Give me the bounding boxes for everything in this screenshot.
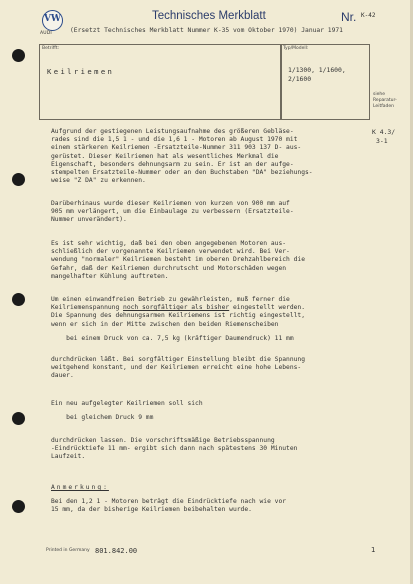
section-ref-line: 3-1 <box>376 136 388 145</box>
section-ref-line: K 4.3/ <box>372 128 396 136</box>
text-line: wenn er sich in der Mitte zwischen den beiden Riemenscheiben <box>51 320 279 328</box>
punch-hole <box>12 293 25 306</box>
document-subtitle: (Ersetzt Technisches Merkblatt Nummer K-35 vom Oktober 1970) Januar 1971 <box>70 27 343 34</box>
paragraph-2 <box>51 200 369 225</box>
text-line: gerüstet. Dieser Keilriemen hat als wesentliches Merkmal die <box>51 152 279 160</box>
paragraph-1 <box>51 128 369 185</box>
side-note-line: Leitfaden <box>373 104 395 109</box>
paragraph-3 <box>51 240 369 281</box>
punch-hole <box>12 500 25 513</box>
paragraph-7 <box>51 437 369 462</box>
number-value: K-42 <box>361 12 376 19</box>
model-line: 1/1300, 1/1600, <box>288 66 346 74</box>
text-line: Um einen einwandfreien Betrieb zu gewährleisten, muß ferner die <box>51 296 290 303</box>
text-line: Bei den 1,2 1 - Motoren beträgt die Eindrücktiefe nach wie vor <box>51 498 287 506</box>
text-line: 905 mm verlängert, um die Einbaulage zu verbessern (Ersatzteile- <box>51 208 294 216</box>
text-line <box>51 304 369 312</box>
emphasis-text: noch sorgfältiger als bisher <box>123 304 230 312</box>
text-line: Ein neu aufgelegter Keilriemen soll sich <box>51 400 203 407</box>
punch-hole <box>12 412 25 425</box>
note-heading: Anmerkung: <box>51 484 109 491</box>
text-line: Aufgrund der gestiegenen Leistungsaufnahme des größeren Gebläse- <box>51 128 294 135</box>
text-span: eingestellt werden. <box>229 304 306 312</box>
text-line: durchdrücken lassen. Die vorschriftsmäßige Betriebsspannung <box>51 437 275 444</box>
text-line: durchdrücken läßt. Bei sorgfältiger Einstellung bleibt die Spannung <box>51 356 306 363</box>
page-number: 1 <box>371 546 376 554</box>
text-line: bei einem Druck von ca. 7,5 kg (kräftiger Daumendruck) 11 mm <box>51 334 294 342</box>
punch-hole <box>12 173 25 186</box>
section-reference <box>372 128 395 145</box>
text-line: schließlich der vorgenannte Keilriemen verwendet wird. Bei Ver- <box>51 248 290 256</box>
text-line: 15 mm, da der bisherige Keilriemen beibehalten wurde. <box>51 506 252 514</box>
side-note-line: siehe <box>373 92 385 97</box>
text-line: -Eindrücktiefe 11 mm- ergibt sich dann nach spätestens 30 Minuten <box>51 445 298 453</box>
typ-label: Typ/Modell: <box>283 46 309 51</box>
paragraph-6 <box>51 400 369 422</box>
text-line: weise "Z DA" zu erkennen. <box>51 177 146 185</box>
text-line: bei gleichem Druck 9 mm <box>51 414 154 422</box>
text-line: dauer. <box>51 372 74 380</box>
footer-print-note: Printed in Germany <box>46 548 90 553</box>
betrifft-box <box>39 44 282 120</box>
model-line: 2/1600 <box>288 75 312 83</box>
text-line: Laufzeit. <box>51 453 86 461</box>
text-line: rades sind die 1,5 1 - und die 1,6 1 - Motoren ab August 1970 mit <box>51 136 298 144</box>
punch-hole <box>12 49 25 62</box>
text-line: weitgehend konstant, und der Keilriemen erreicht eine hohe Lebens- <box>51 364 302 372</box>
text-line: einem stärkeren Keilriemen -Ersatzteile-Nummer 311 903 137 D- aus- <box>51 144 302 152</box>
text-line: Darüberhinaus wurde dieser Keilriemen von kurzen von 900 mm auf <box>51 200 290 207</box>
number-label: Nr. <box>341 10 357 24</box>
betrifft-label: Betrifft: <box>42 46 60 51</box>
footer-code: 801.842.00 <box>95 547 138 555</box>
text-line: Nummer unverändert). <box>51 216 127 224</box>
text-line: wendung "normaler" Keilriemen besteht im oberen Drehzahlbereich die <box>51 256 306 264</box>
text-line: stempelten Ersatzteile-Nummer oder an den Buchstaben "DA" beziehungs- <box>51 169 313 177</box>
logo-subtext: AUDI <box>40 31 52 36</box>
document-title: Technisches Merkblatt <box>152 10 266 22</box>
model-value <box>288 66 358 84</box>
paragraph-5 <box>51 356 369 381</box>
subject-value: Keilriemen <box>47 67 115 76</box>
note-section <box>51 484 369 515</box>
text-line: Gefahr, daß der Keilriemen durchrutscht und Motorschäden wegen <box>51 264 287 272</box>
text-line: mangelhafter Kühlung auftreten. <box>51 272 169 280</box>
text-span: Keilriemenspannung <box>51 304 124 312</box>
vw-logo-icon: VW <box>42 10 63 31</box>
side-note-line: Reparatur- <box>373 98 397 103</box>
text-line: Eigenschaft, besonders dehnungsarm zu sein. Er ist an der aufge- <box>51 160 294 168</box>
paragraph-4 <box>51 296 369 343</box>
text-line: Die Spannung des dehnungsarmen Keilriemens ist richtig eingestellt, <box>51 312 306 320</box>
text-line: Es ist sehr wichtig, daß bei den oben angegebenen Motoren aus- <box>51 240 287 247</box>
side-note <box>373 92 397 110</box>
